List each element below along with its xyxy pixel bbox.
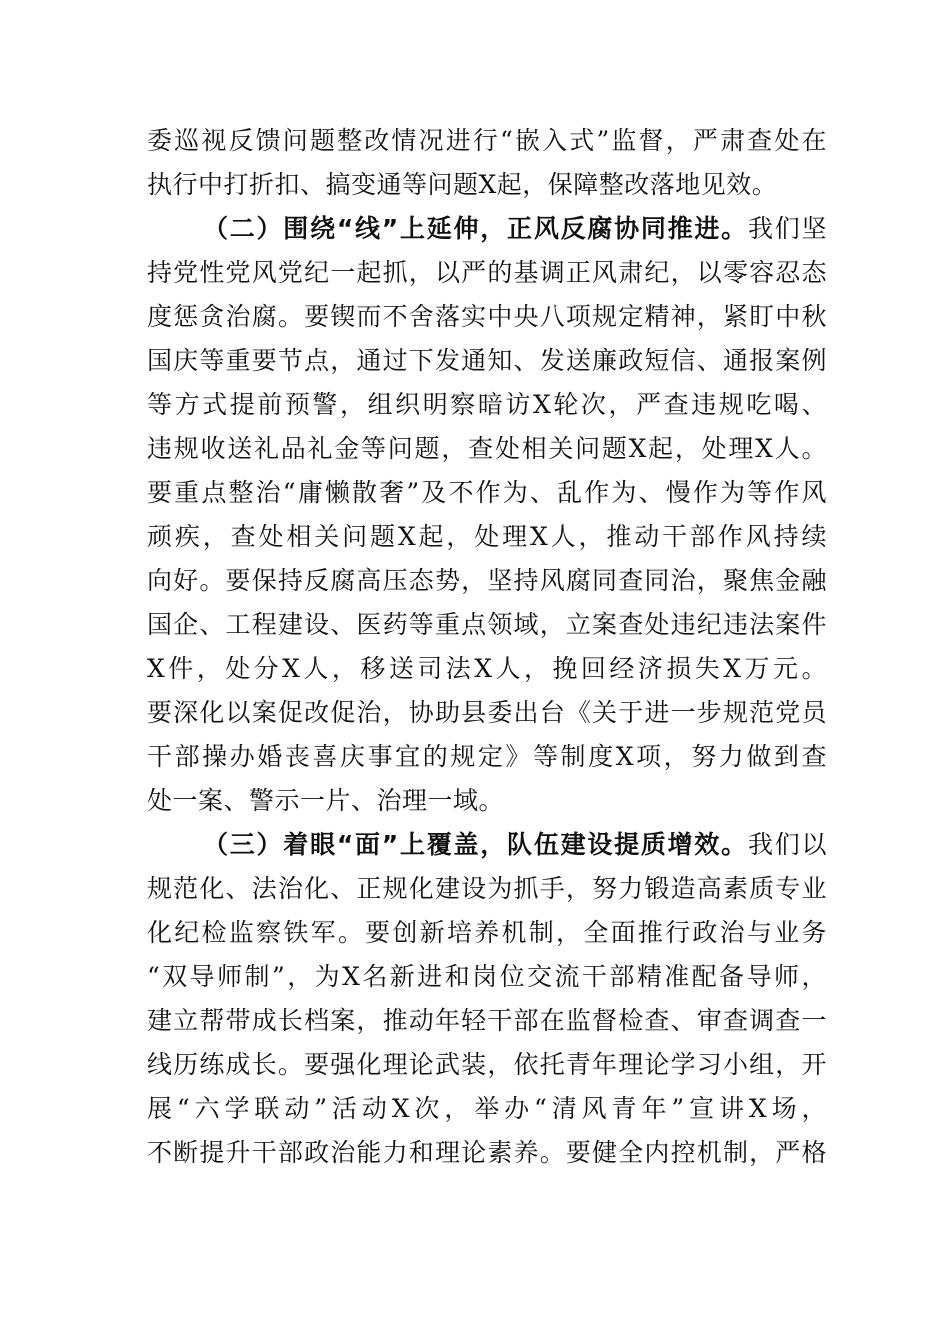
text-line: 不断提升干部政治能力和理论素养。要健全内控机制，严格 [147, 1138, 827, 1167]
text-line: 委巡视反馈问题整改情况进行“嵌入式”监督，严肃查处在 [147, 126, 827, 155]
text-line: 国庆等重要节点，通过下发通知、发送廉政短信、通报案例 [147, 346, 827, 375]
section-2-first-line [203, 206, 827, 252]
section-2-lead-text: 我们坚 [747, 214, 827, 243]
section-3-heading: （三）着眼“面”上覆盖，队伍建设提质增效。 [203, 830, 748, 859]
text-line: 干部操办婚丧喜庆事宜的规定》等制度X项，努力做到查 [147, 742, 827, 771]
text-line: 向好。要保持反腐高压态势，坚持风腐同查同治，聚焦金融 [147, 566, 827, 595]
text-line: “双导师制”，为X名新进和岗位交流干部精准配备导师， [147, 962, 827, 991]
text-line: 违规收送礼品礼金等问题，查处相关问题X起，处理X人。 [147, 434, 827, 463]
text-line: 顽疾，查处相关问题X起，处理X人，推动干部作风持续 [147, 522, 827, 551]
text-line: 国企、工程建设、医药等重点领域，立案查处违纪违法案件 [147, 610, 827, 639]
text-line: 度惩贪治腐。要锲而不舍落实中央八项规定精神，紧盯中秋 [147, 302, 827, 331]
text-line: 持党性党风党纪一起抓，以严的基调正风肃纪，以零容忍态 [147, 258, 827, 287]
text-line: X件，处分X人，移送司法X人，挽回经济损失X万元。 [147, 654, 827, 683]
text-line: 展“六学联动”活动X次，举办“清风青年”宣讲X场， [147, 1094, 827, 1123]
text-line: 处一案、警示一片、治理一域。 [147, 786, 505, 815]
text-line: 要重点整治“庸懒散奢”及不作为、乱作为、慢作为等作风 [147, 478, 827, 507]
text-line: 执行中打折扣、搞变通等问题X起，保障整改落地见效。 [147, 170, 778, 199]
text-line: 要深化以案促改促治，协助县委出台《关于进一步规范党员 [147, 698, 827, 727]
section-3-lead-text: 我们以 [747, 830, 827, 859]
text-line: 化纪检监察铁军。要创新培养机制，全面推行政治与业务 [147, 918, 827, 947]
section-3-first-line [203, 822, 827, 868]
text-line: 等方式提前预警，组织明察暗访X轮次，严查违规吃喝、 [147, 390, 827, 419]
text-line: 建立帮带成长档案，推动年轻干部在监督检查、审查调查一 [147, 1006, 827, 1035]
section-2-heading: （二）围绕“线”上延伸，正风反腐协同推进。 [203, 214, 748, 243]
text-line: 线历练成长。要强化理论武装，依托青年理论学习小组，开 [147, 1050, 827, 1079]
text-line: 规范化、法治化、正规化建设为抓手，努力锻造高素质专业 [147, 874, 827, 903]
